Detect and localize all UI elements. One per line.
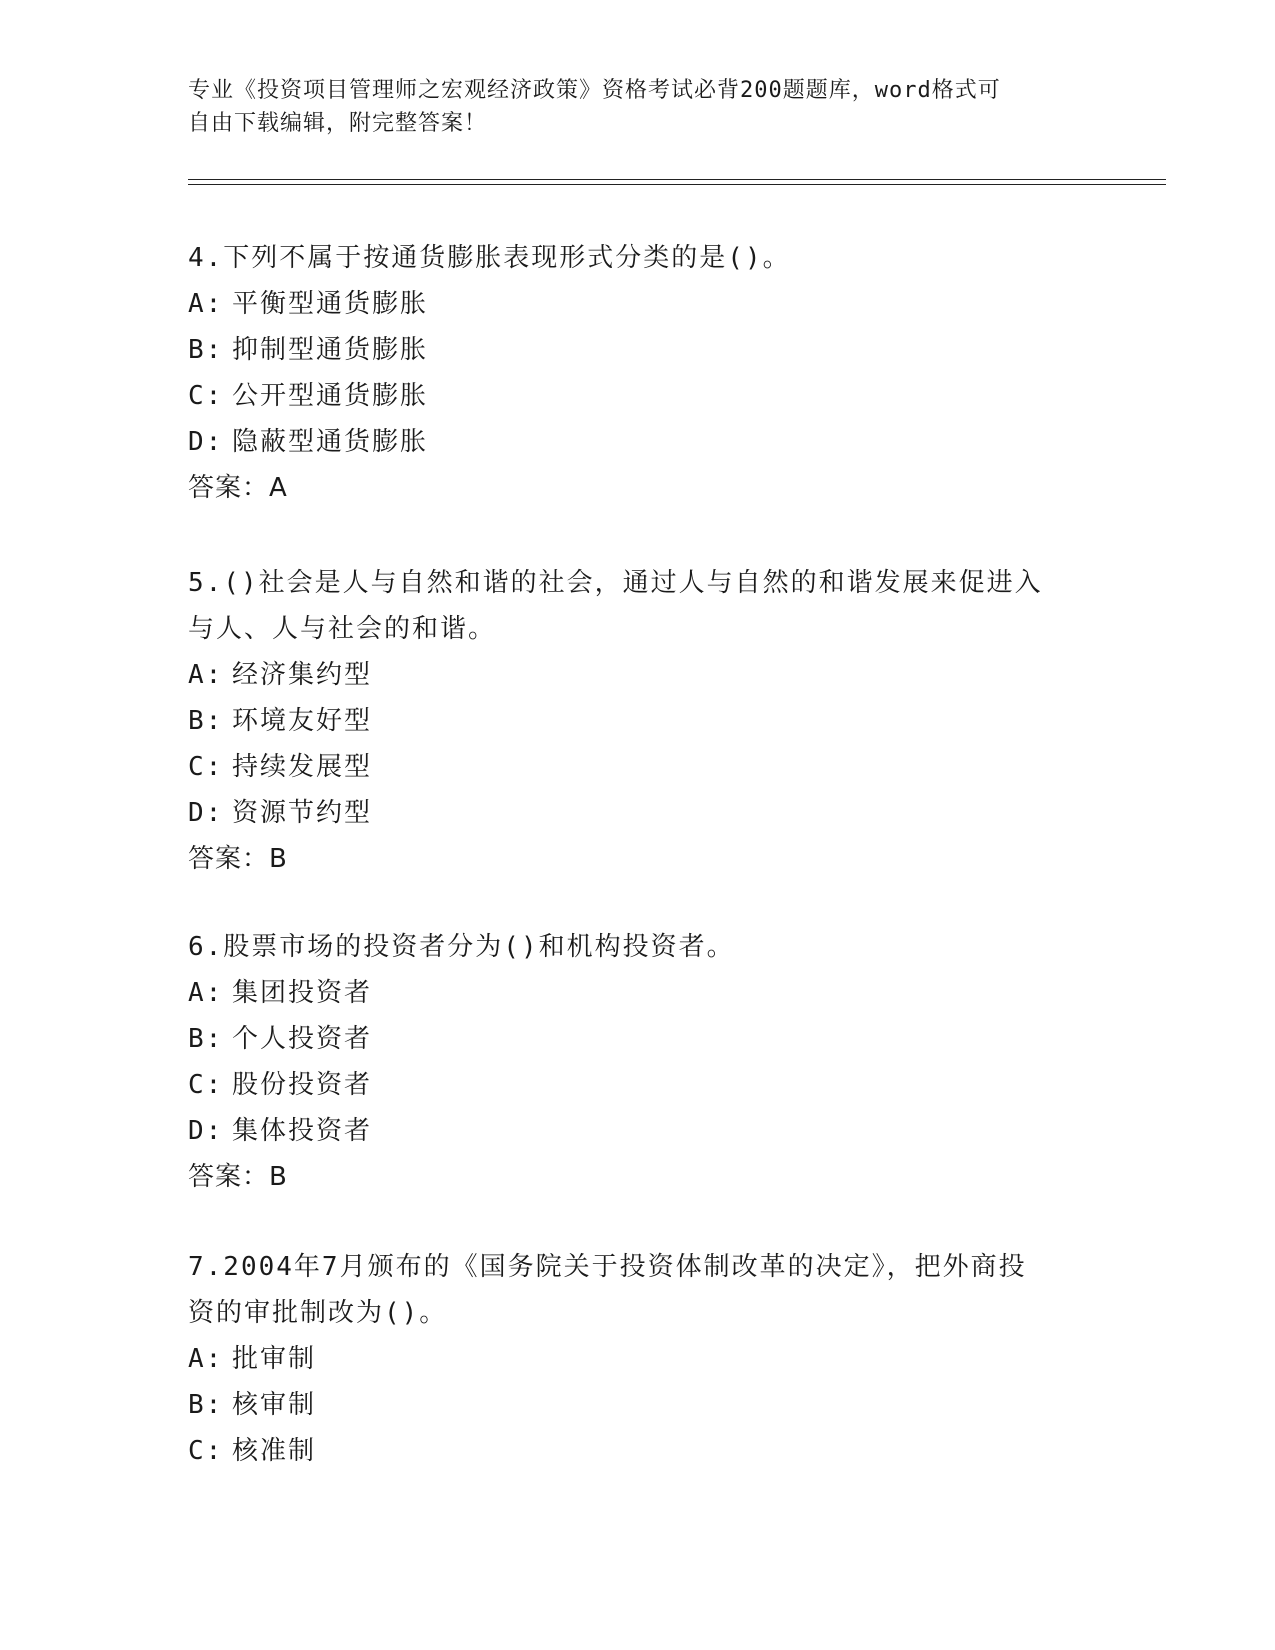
option-letter: C: xyxy=(188,1436,224,1466)
question-stem: 4.下列不属于按通货膨胀表现形式分类的是()。 xyxy=(188,243,791,273)
option-b xyxy=(188,327,1088,373)
option-a xyxy=(188,652,1088,698)
option-letter: A: xyxy=(188,660,224,690)
answer-value: B xyxy=(269,1162,288,1192)
option-text: 集体投资者 xyxy=(232,1116,373,1146)
header-line-2: 自由下载编辑，附完整答案！ xyxy=(188,111,488,136)
option-letter: C: xyxy=(188,752,224,782)
option-b xyxy=(188,1016,1088,1062)
question-stem: 7.2004年7月颁布的《国务院关于投资体制改革的决定》，把外商投 xyxy=(188,1252,1027,1282)
option-letter: D: xyxy=(188,427,224,457)
option-text: 公开型通货膨胀 xyxy=(232,381,429,411)
option-text: 核审制 xyxy=(232,1390,317,1420)
option-c xyxy=(188,373,1088,419)
option-text: 批审制 xyxy=(232,1344,317,1374)
answer-label: 答案： xyxy=(188,1162,270,1192)
question-7 xyxy=(188,1244,1088,1474)
option-text: 资源节约型 xyxy=(232,798,373,828)
question-stem-continued: 与人、人与社会的和谐。 xyxy=(188,614,497,644)
option-b xyxy=(188,1382,1088,1428)
option-text: 环境友好型 xyxy=(232,706,373,736)
option-text: 抑制型通货膨胀 xyxy=(232,335,429,365)
question-6 xyxy=(188,924,1088,1200)
option-letter: B: xyxy=(188,706,224,736)
option-a xyxy=(188,1336,1088,1382)
option-c xyxy=(188,1428,1088,1474)
option-c xyxy=(188,1062,1088,1108)
option-letter: B: xyxy=(188,1024,224,1054)
option-letter: A: xyxy=(188,978,224,1008)
option-letter: A: xyxy=(188,289,224,319)
option-letter: D: xyxy=(188,798,224,828)
option-letter: C: xyxy=(188,381,224,411)
option-c xyxy=(188,744,1088,790)
answer-line xyxy=(188,836,1088,882)
option-text: 经济集约型 xyxy=(232,660,373,690)
option-d xyxy=(188,1108,1088,1154)
answer-value: B xyxy=(269,844,288,874)
question-stem: 5.()社会是人与自然和谐的社会，通过人与自然的和谐发展来促进入 xyxy=(188,568,1043,598)
answer-value: A xyxy=(269,473,288,503)
header-line-1: 专业《投资项目管理师之宏观经济政策》资格考试必背200题题库，word格式可 xyxy=(188,78,1001,103)
option-d xyxy=(188,790,1088,836)
header-divider-bottom xyxy=(188,184,1166,185)
option-b xyxy=(188,698,1088,744)
option-text: 核准制 xyxy=(232,1436,317,1466)
option-d xyxy=(188,419,1088,465)
answer-line xyxy=(188,1154,1088,1200)
option-letter: C: xyxy=(188,1070,224,1100)
question-stem-continued: 资的审批制改为()。 xyxy=(188,1298,448,1328)
option-text: 集团投资者 xyxy=(232,978,373,1008)
question-5 xyxy=(188,560,1088,882)
option-text: 隐蔽型通货膨胀 xyxy=(232,427,429,457)
answer-label: 答案： xyxy=(188,473,270,503)
answer-label: 答案： xyxy=(188,844,270,874)
question-stem: 6.股票市场的投资者分为()和机构投资者。 xyxy=(188,932,735,962)
option-letter: A: xyxy=(188,1344,224,1374)
option-a xyxy=(188,970,1088,1016)
question-4 xyxy=(188,235,1088,511)
document-header xyxy=(188,74,1088,140)
header-divider-top xyxy=(188,179,1166,180)
option-text: 持续发展型 xyxy=(232,752,373,782)
option-text: 平衡型通货膨胀 xyxy=(232,289,429,319)
option-letter: B: xyxy=(188,335,224,365)
option-letter: D: xyxy=(188,1116,224,1146)
option-a xyxy=(188,281,1088,327)
option-text: 个人投资者 xyxy=(232,1024,373,1054)
option-text: 股份投资者 xyxy=(232,1070,373,1100)
option-letter: B: xyxy=(188,1390,224,1420)
answer-line xyxy=(188,465,1088,511)
